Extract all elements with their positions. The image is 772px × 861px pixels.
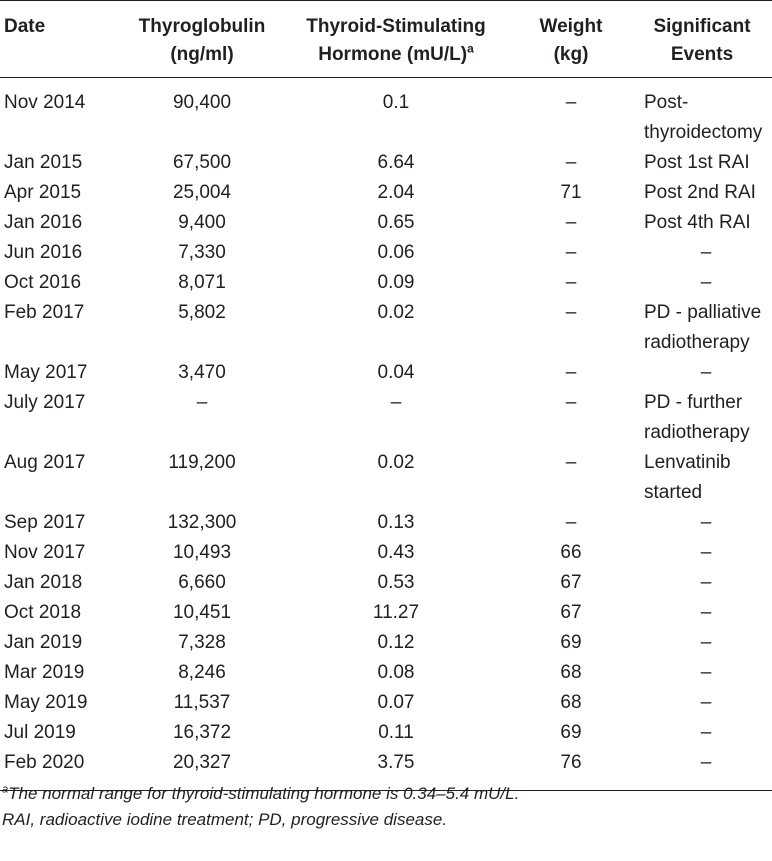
cell-tsh: 2.04 <box>377 182 415 203</box>
cell-event-line1: – <box>700 722 712 743</box>
cell-weight: – <box>565 152 577 173</box>
cell-tsh: 0.43 <box>377 542 415 563</box>
cell-event <box>632 298 772 358</box>
header-row <box>0 1 772 78</box>
cell-event <box>632 148 772 178</box>
header-thyroglobulin-line1: Thyroglobulin <box>138 16 266 37</box>
cell-event-line1: – <box>700 272 712 293</box>
cell-event <box>632 538 772 568</box>
cell-date: Jan 2019 <box>4 632 83 653</box>
cell-weight: 67 <box>560 572 582 593</box>
cell-event-line1: – <box>700 752 712 773</box>
cell-weight: 68 <box>560 692 582 713</box>
cell-tsh: 0.02 <box>377 302 415 323</box>
cell-tsh: 0.06 <box>377 242 415 263</box>
cell-tsh: 0.02 <box>377 452 415 473</box>
cell-event-line1: PD - palliative <box>644 302 762 323</box>
cell-tsh: 0.13 <box>377 512 415 533</box>
footnote-a-text: The normal range for thyroid-stimulating hormone is 0.34–5.4 mU/L. <box>8 784 520 803</box>
cell-event <box>632 718 772 748</box>
cell-event-line1: – <box>700 362 712 383</box>
cell-event-line1: – <box>700 242 712 263</box>
cell-date: Jul 2019 <box>4 722 76 743</box>
cell-tsh: 3.75 <box>282 748 510 791</box>
cell-weight: – <box>565 272 577 293</box>
cell-thyroglobulin: 8,071 <box>178 272 226 293</box>
header-tsh-line2: Hormone (mU/L) <box>318 44 468 65</box>
table-row <box>0 148 772 178</box>
cell-event-line2: radiotherapy <box>644 332 750 353</box>
cell-event-line1: Lenvatinib <box>644 452 731 473</box>
cell-tsh: 0.09 <box>377 272 415 293</box>
cell-weight: – <box>565 92 577 113</box>
cell-tsh: 0.1 <box>382 92 410 113</box>
table-row <box>0 538 772 568</box>
cell-thyroglobulin: 11,537 <box>173 692 231 713</box>
cell-weight: – <box>565 362 577 383</box>
cell-date: Feb 2020 <box>0 748 122 791</box>
cell-thyroglobulin: 6,660 <box>178 572 226 593</box>
table-header <box>0 1 772 78</box>
cell-event-line1: Post- <box>644 92 689 113</box>
cell-thyroglobulin: 20,327 <box>122 748 282 791</box>
cell-weight: 71 <box>560 182 582 203</box>
cell-date: Nov 2014 <box>4 92 86 113</box>
header-events <box>632 1 772 78</box>
cell-event <box>632 658 772 688</box>
table-row <box>0 718 772 748</box>
cell-weight: 69 <box>560 722 582 743</box>
cell-event <box>632 238 772 268</box>
table-row <box>0 78 772 149</box>
cell-date: May 2017 <box>4 362 88 383</box>
table-row <box>0 508 772 538</box>
cell-event <box>632 508 772 538</box>
table-row <box>0 448 772 508</box>
cell-date: Oct 2016 <box>4 272 82 293</box>
cell-weight: – <box>565 302 577 323</box>
cell-date: Mar 2019 <box>4 662 85 683</box>
header-tsh-footnote-marker: a <box>467 41 474 56</box>
cell-tsh: 0.08 <box>377 662 415 683</box>
cell-date: Nov 2017 <box>4 542 86 563</box>
header-tsh <box>282 1 510 78</box>
cell-tsh: 11.27 <box>372 602 420 623</box>
cell-thyroglobulin: 7,328 <box>178 632 226 653</box>
cell-date: Feb 2017 <box>4 302 85 323</box>
cell-date: Aug 2017 <box>4 452 86 473</box>
cell-thyroglobulin: 132,300 <box>167 512 237 533</box>
cell-weight: – <box>565 452 577 473</box>
header-events-line2: Events <box>670 44 734 65</box>
cell-event <box>632 568 772 598</box>
cell-event <box>632 78 772 149</box>
table-row <box>0 388 772 448</box>
cell-event-line1: – <box>700 602 712 623</box>
header-thyroglobulin <box>122 1 282 78</box>
table-row <box>0 208 772 238</box>
cell-weight: 67 <box>560 602 582 623</box>
cell-event-line1: Post 1st RAI <box>644 152 750 173</box>
table-row <box>0 238 772 268</box>
footnote-a <box>0 781 772 807</box>
table-row <box>0 178 772 208</box>
cell-tsh: 6.64 <box>377 152 415 173</box>
cell-event <box>632 628 772 658</box>
header-date <box>0 1 122 78</box>
header-events-line1: Significant <box>653 16 751 37</box>
table-row <box>0 298 772 358</box>
table-row <box>0 358 772 388</box>
cell-weight: 68 <box>560 662 582 683</box>
cell-date: Jan 2016 <box>4 212 83 233</box>
cell-event-line1: Post 4th RAI <box>644 212 751 233</box>
cell-weight: 66 <box>560 542 582 563</box>
cell-date: Jun 2016 <box>4 242 83 263</box>
cell-event <box>632 208 772 238</box>
table-row <box>0 628 772 658</box>
cell-thyroglobulin: 25,004 <box>172 182 232 203</box>
cell-event-line1: – <box>700 662 712 683</box>
cell-thyroglobulin: 5,802 <box>178 302 226 323</box>
cell-event-line2: thyroidectomy <box>644 122 763 143</box>
cell-event <box>632 388 772 448</box>
cell-date: Oct 2018 <box>4 602 82 623</box>
cell-event <box>632 448 772 508</box>
cell-tsh: – <box>390 392 402 413</box>
cell-weight: – <box>565 212 577 233</box>
cell-thyroglobulin: 7,330 <box>178 242 226 263</box>
cell-event-line1: – <box>700 512 712 533</box>
cell-weight: – <box>565 242 577 263</box>
cell-weight: – <box>565 392 577 413</box>
cell-event-line1: – <box>700 632 712 653</box>
header-date-label: Date <box>4 16 46 37</box>
cell-thyroglobulin: 67,500 <box>172 152 232 173</box>
cell-event <box>632 178 772 208</box>
cell-tsh: 0.53 <box>377 572 415 593</box>
cell-date: July 2017 <box>4 392 86 413</box>
cell-event-line1: – <box>700 572 712 593</box>
cell-tsh: 0.12 <box>377 632 415 653</box>
table-row <box>0 658 772 688</box>
cell-event-line1: PD - further <box>644 392 743 413</box>
cell-thyroglobulin: 119,200 <box>168 452 236 473</box>
cell-weight: 76 <box>510 748 632 791</box>
cell-event-line2: radiotherapy <box>644 422 750 443</box>
header-tsh-line1: Thyroid-Stimulating <box>306 16 486 37</box>
cell-thyroglobulin: 90,400 <box>172 92 232 113</box>
cell-weight: – <box>565 512 577 533</box>
cell-weight: 69 <box>560 632 582 653</box>
cell-event <box>632 268 772 298</box>
cell-event <box>632 688 772 718</box>
cell-thyroglobulin: 16,372 <box>172 722 232 743</box>
cell-event-line1: – <box>700 542 712 563</box>
table-row <box>0 568 772 598</box>
cell-thyroglobulin: 10,451 <box>172 602 232 623</box>
cell-tsh: 0.04 <box>377 362 415 383</box>
cell-date: Jan 2018 <box>4 572 83 593</box>
cell-thyroglobulin: 9,400 <box>178 212 226 233</box>
header-thyroglobulin-line2: (ng/ml) <box>170 44 234 65</box>
cell-tsh: 0.11 <box>378 722 414 743</box>
cell-event-line2: started <box>644 482 703 503</box>
cell-event-line1: – <box>700 692 712 713</box>
footnote-a-marker: a <box>2 783 9 796</box>
footnote-abbreviations: RAI, radioactive iodine treatment; PD, progressive disease. <box>2 810 448 829</box>
cell-event <box>632 598 772 628</box>
header-weight <box>510 1 632 78</box>
cell-event <box>632 358 772 388</box>
header-weight-line2: (kg) <box>553 44 589 65</box>
cell-date: Jan 2015 <box>4 152 83 173</box>
cell-thyroglobulin: 8,246 <box>178 662 226 683</box>
cell-date: May 2019 <box>4 692 88 713</box>
cell-thyroglobulin: 10,493 <box>172 542 232 563</box>
cell-tsh: 0.07 <box>377 692 415 713</box>
table-body <box>0 78 772 791</box>
cell-tsh: 0.65 <box>377 212 415 233</box>
cell-thyroglobulin: – <box>196 392 208 413</box>
cell-thyroglobulin: 3,470 <box>178 362 226 383</box>
table-row <box>0 598 772 628</box>
cell-date: Apr 2015 <box>4 182 82 203</box>
table-footnotes <box>0 781 772 833</box>
cell-event-line1: Post 2nd RAI <box>644 182 756 203</box>
cell-date: Sep 2017 <box>4 512 86 533</box>
header-weight-line1: Weight <box>539 16 603 37</box>
table-row <box>0 268 772 298</box>
table-row <box>0 688 772 718</box>
